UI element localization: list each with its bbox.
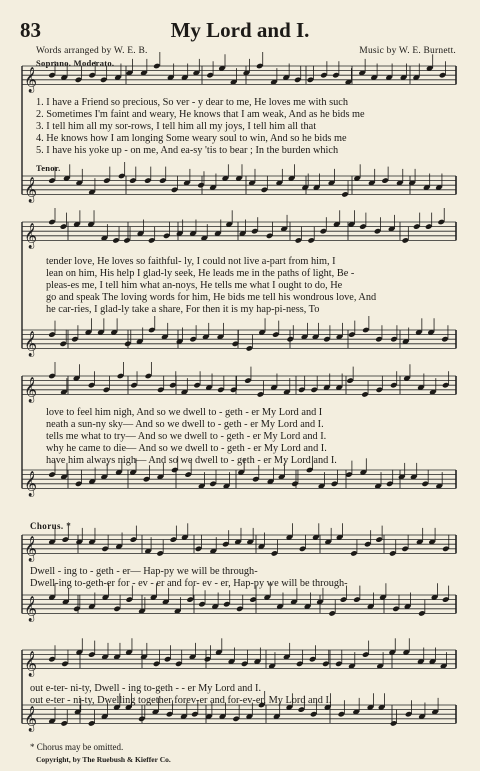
verses-system-2 xyxy=(46,256,376,315)
lyric-line: tender love, He loves so faithful- ly, I could not live a-part from him, I xyxy=(46,256,336,267)
verses-system-3 xyxy=(46,407,337,466)
hymn-title: My Lord and I. xyxy=(170,18,310,42)
soprano-label: Soprano. Moderato. xyxy=(36,58,115,68)
clef-icon: 𝄞 xyxy=(24,596,38,622)
lyric-line: 5. I have his yoke up - on me, And ea-sy 'tis to bear ; In the burden which xyxy=(36,144,339,156)
lyric-line: Dwell-ing to-geth-er for - ev - er and for- ev - er, Hap-py we will be through- xyxy=(30,577,348,589)
chorus-label: Chorus. * xyxy=(30,521,72,531)
music-credit: Music by W. E. Burnett. xyxy=(359,46,456,56)
lyric-line: Dwell - ing to - geth - er— Hap-py we will be through- xyxy=(30,566,258,577)
lyric-line: 1. I have a Friend so precious, So ver - y dear to me, He loves me with such xyxy=(36,97,348,108)
lyric-line: love to feel him nigh, And so we dwell to - geth - er My Lord and I xyxy=(46,407,323,418)
chorus-lyrics-bottom xyxy=(30,683,332,707)
words-credit: Words arranged by W. E. B. xyxy=(36,46,148,56)
tenor-label: Tenor. xyxy=(36,163,61,173)
clef-icon: 𝄞 xyxy=(24,651,38,677)
lyric-line: go and speak The loving words for him, He bids me tell his wondrous love, And xyxy=(46,291,377,303)
lyric-line: have him always nigh— And so we dwell to - geth - er My Lord and I. xyxy=(46,454,337,466)
clef-icon: 𝄞 xyxy=(24,223,38,249)
lyric-line: pleas-es me, I tell him what an-noys, He tells me what I ought to do, He xyxy=(46,279,343,291)
footnote: * Chorus may be omitted. xyxy=(30,742,124,752)
lyric-line: 4. He knows how I am longing Some weary soul to win, And so he bids me xyxy=(36,132,347,144)
lyric-line: he car-ries, I glad-ly take a share, For then it is my hap-pi-ness, To xyxy=(46,303,320,315)
lyric-line: why he came to die— And so we dwell to - geth - er My Lord and I. xyxy=(46,442,327,454)
lyric-line: out e-ter- ni-ty, Dwell - ing to-geth - - er My Lord and I. xyxy=(30,683,262,694)
clef-icon: 𝄞 xyxy=(24,377,38,403)
lyric-line: lean on him, His help I glad-ly seek, He leads me in the paths of light, Be - xyxy=(46,267,355,279)
clef-icon: 𝄞 xyxy=(24,536,38,562)
chorus-lyrics-top xyxy=(30,566,348,590)
clef-icon: 𝄞 xyxy=(24,706,38,732)
clef-icon: 𝄞 xyxy=(24,471,38,497)
hymn-number: 83 xyxy=(20,18,41,42)
verses-system-1 xyxy=(36,97,365,156)
copyright: Copyright, by The Ruebush & Kieffer Co. xyxy=(36,755,171,764)
clef-icon: 𝄞 xyxy=(24,67,38,93)
lyric-line: 2. Sometimes I'm faint and weary, He knows that I am weak, And as he bids me xyxy=(36,108,365,120)
lyric-line: out e-ter - ni-ty, Dwelling together forev-er and for-ev-er, My Lord and I. xyxy=(30,694,332,706)
clef-icon: 𝄞 xyxy=(24,331,38,357)
clef-icon: 𝄞 xyxy=(24,177,38,203)
lyric-line: neath a sun-ny sky— And so we dwell to - geth - er My Lord and I. xyxy=(46,418,324,430)
lyric-line: 3. I tell him all my sor-rows, I tell him all my joys, I tell him all that xyxy=(36,120,317,132)
lyric-line: tells me what to try— And so we dwell to - geth - er My Lord and I. xyxy=(46,430,327,442)
